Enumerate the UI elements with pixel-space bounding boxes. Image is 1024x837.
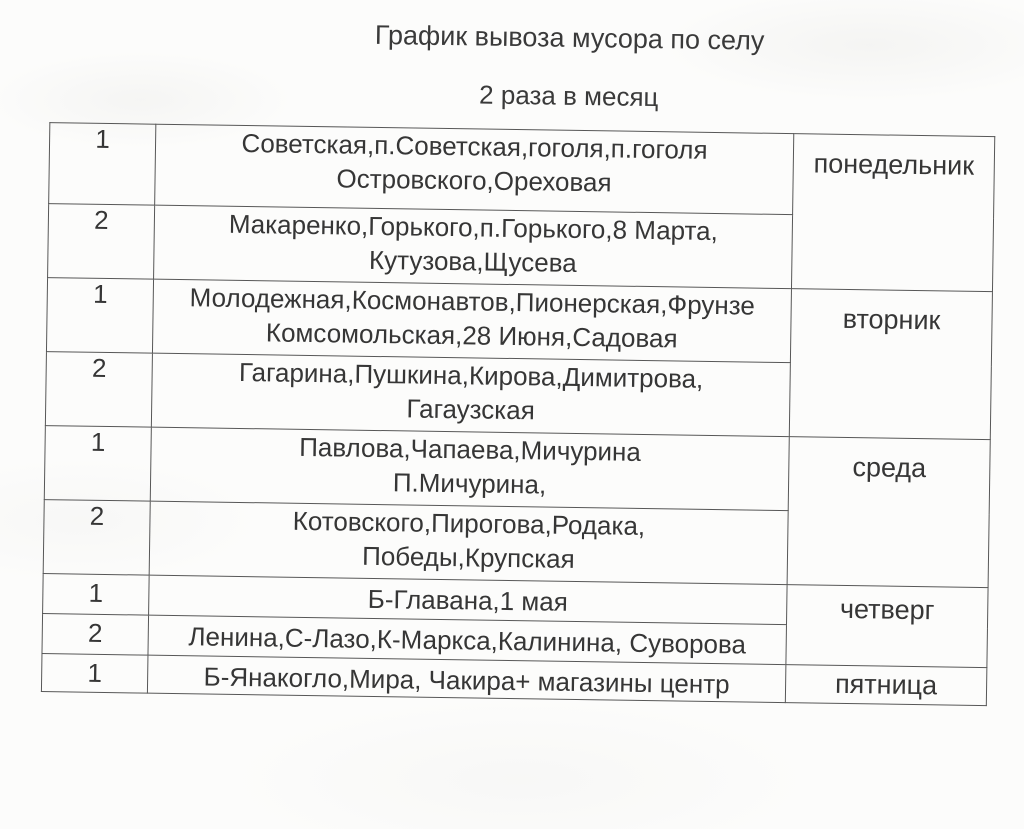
streets-cell [150, 427, 789, 510]
streets-cell [155, 124, 794, 214]
streets-line: Победы,Крупская [361, 540, 575, 574]
streets-line: Гагаузская [406, 393, 536, 426]
streets-line: Островского,Ореховая [336, 163, 612, 198]
streets-line: Котовского,Пирогова,Родака, [292, 505, 646, 541]
streets-line: Советская,п.Советская,гоголя,п.гоголя [241, 127, 708, 165]
schedule-table [41, 122, 995, 706]
document-subtitle: 2 раза в месяц [478, 79, 659, 113]
trip-number: 1 [49, 123, 156, 206]
streets-line: Б-Главана,1 мая [367, 583, 569, 617]
streets-line: П.Мичурина, [392, 467, 547, 500]
streets-cell [151, 353, 790, 436]
streets-line: Ленина,С-Лазо,К-Маркса,Калинина, Суворова [188, 621, 747, 660]
streets-cell [147, 655, 785, 702]
streets-line: Макаренко,Горького,п.Горького,8 Марта, [228, 208, 719, 247]
trip-number: 1 [43, 574, 150, 616]
streets-line: Кутузова,Щусева [368, 244, 577, 278]
streets-cell [154, 205, 793, 288]
trip-number: 2 [42, 614, 149, 656]
trip-number: 1 [41, 654, 148, 694]
document-title: График вывоза мусора по селу [374, 19, 765, 56]
day-cell-monday: понедельник [791, 134, 994, 292]
table-row [46, 278, 992, 366]
table-row [44, 426, 990, 514]
streets-line: Б-Янакогло,Мира, Чакира+ магазины центр [203, 661, 730, 700]
trip-number: 1 [44, 426, 151, 502]
trip-number: 2 [43, 500, 150, 576]
day-cell-wednesday: среда [787, 437, 990, 588]
trip-number: 2 [45, 352, 152, 428]
streets-line: Молодежная,Космонавтов,Пионерская,Фрунзе [189, 282, 756, 321]
day-cell-thursday: четверг [786, 585, 988, 668]
day-cell-tuesday: вторник [789, 289, 992, 440]
table-row [49, 123, 995, 218]
streets-cell [149, 501, 788, 584]
trip-number: 1 [46, 278, 153, 354]
trip-number: 2 [48, 204, 155, 280]
streets-line: Гагарина,Пушкина,Кирова,Димитрова, [238, 356, 704, 394]
streets-line: Комсомольская,28 Июня,Садовая [265, 317, 678, 354]
streets-line: Павлова,Чапаева,Мичурина [298, 431, 642, 467]
day-cell-friday: пятница [785, 665, 987, 706]
streets-cell [152, 279, 791, 362]
